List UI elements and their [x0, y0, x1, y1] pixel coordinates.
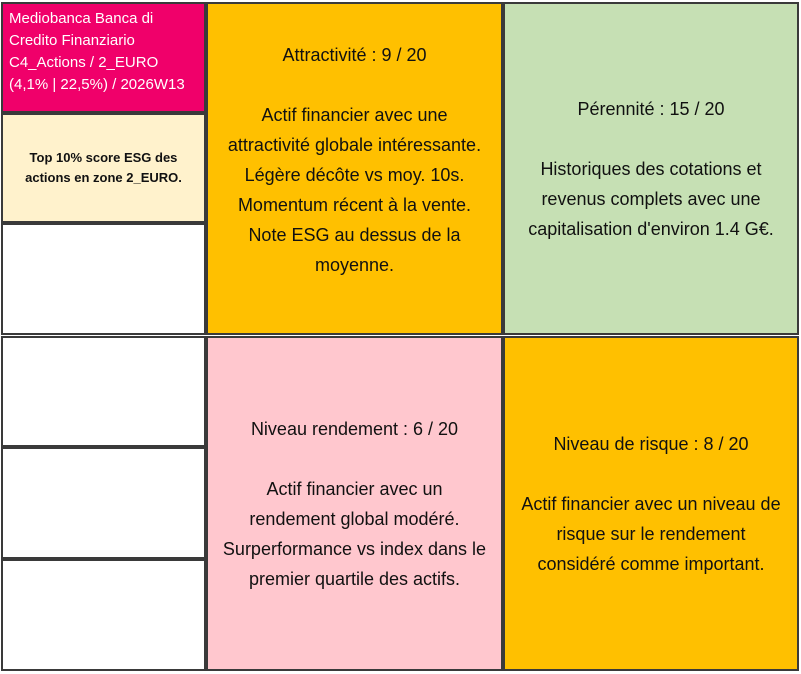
empty-cell	[1, 336, 206, 447]
attractivite-panel	[206, 2, 503, 335]
attractivite-text-line: Légère décôte vs moy. 10s.	[244, 165, 465, 185]
perennite-title: Pérennité : 15 / 20	[577, 98, 725, 119]
attractivite-text-line: attractivité globale intéressante.	[227, 135, 482, 155]
header-line: C4_Actions / 2_EURO	[9, 54, 159, 71]
perennite-text-line: revenus complets avec une	[541, 188, 761, 209]
rendement-title: Niveau rendement : 6 / 20	[250, 418, 459, 439]
perennite-text-line: capitalisation d'environ 1.4 G€.	[528, 218, 774, 239]
perennite-text-line: Historiques des cotations et	[540, 158, 762, 179]
attractivite-text-line: Momentum récent à la vente.	[237, 195, 472, 215]
rendement-text-line: Surperformance vs index dans le	[222, 538, 487, 559]
rendement-text-line: premier quartile des actifs.	[248, 568, 461, 589]
header-line: Mediobanca Banca di	[9, 10, 154, 27]
empty-cell	[1, 447, 206, 559]
risque-title: Niveau de risque : 8 / 20	[553, 433, 749, 454]
empty-cell	[1, 223, 206, 335]
risque-text-line: risque sur le rendement	[556, 523, 746, 544]
esg-note-line: actions en zone 2_EURO.	[25, 170, 182, 185]
header-line: Credito Finanziario	[9, 32, 135, 49]
attractivite-text-line: Note ESG au dessus de la	[248, 225, 461, 245]
perennite-panel	[503, 2, 799, 335]
rendement-text-line: Actif financier avec un	[266, 478, 443, 499]
risque-panel	[503, 336, 799, 671]
attractivite-text-line: moyenne.	[314, 255, 395, 275]
rendement-text-line: rendement global modéré.	[249, 508, 460, 529]
header-line: (4,1% | 22,5%) / 2026W13	[9, 76, 185, 93]
attractivite-text-line: Actif financier avec une	[261, 105, 448, 125]
asset-header	[1, 2, 206, 113]
risque-text-line: considéré comme important.	[537, 553, 765, 574]
rendement-panel	[206, 336, 503, 671]
esg-note-line: Top 10% score ESG des	[29, 150, 178, 165]
risque-text-line: Actif financier avec un niveau de	[521, 493, 781, 514]
attractivite-title: Attractivité : 9 / 20	[282, 45, 427, 65]
esg-note	[1, 113, 206, 223]
empty-cell	[1, 559, 206, 671]
